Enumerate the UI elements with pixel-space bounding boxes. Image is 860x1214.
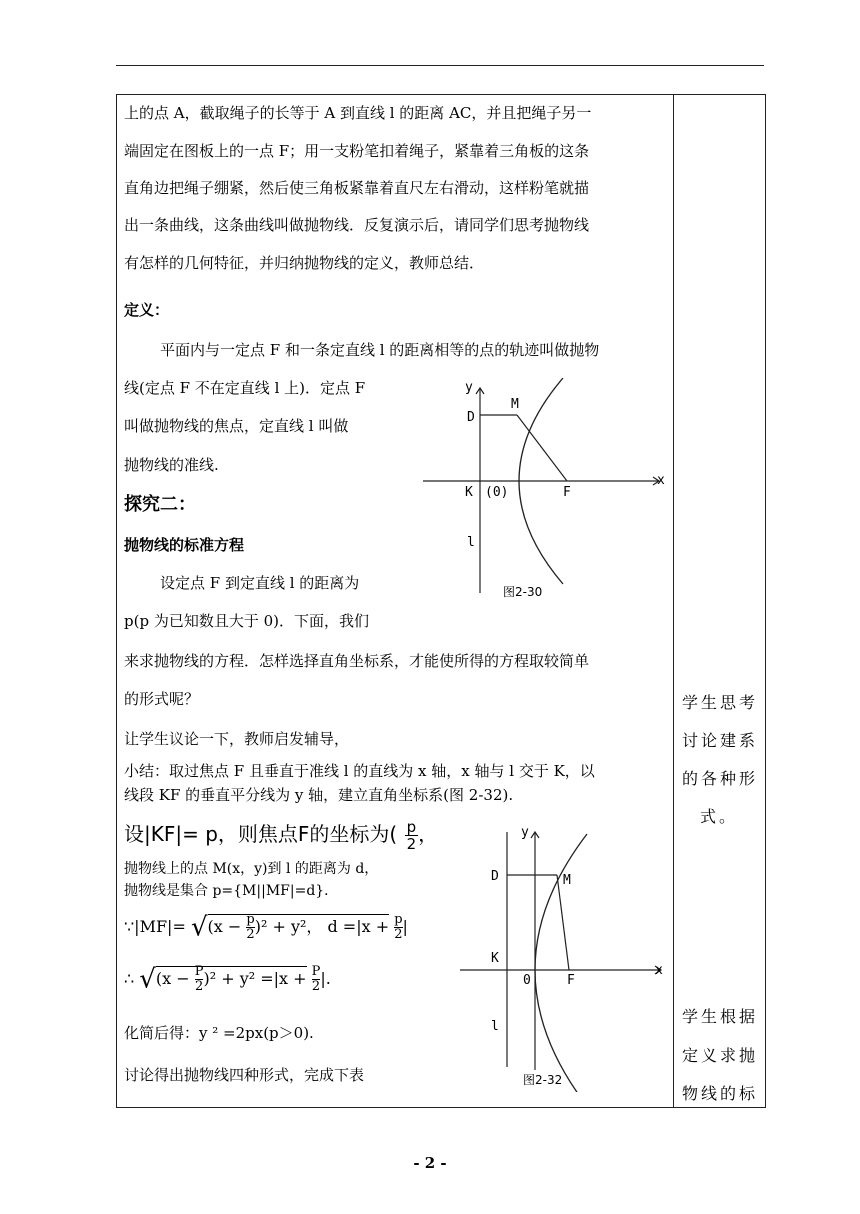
label-y: y (465, 380, 473, 395)
sqrt-body: (x − $\frac{p}{2}$ )² + y²， d =|x + (207, 912, 390, 942)
side-note-line: 讨论建系 (682, 731, 759, 750)
focus-formula: 设|KF|= p，则焦点F的坐标为( $\frac{p}{2}$ ， (124, 818, 439, 853)
label-x: x (655, 963, 663, 978)
sqrt-sign: √ (190, 912, 208, 943)
text-line: 化简后得：y ² =2px(p＞0). (124, 1024, 314, 1042)
text-line: 抛物线上的点 M(x，y)到 l 的距离为 d， (124, 861, 379, 877)
label-O: 0 (523, 973, 531, 988)
text-line: 抛物线是集合 p={M||MF|=d}． (124, 883, 339, 899)
label-F: F (567, 973, 575, 988)
text-line: 线(定点 F 不在定直线 l 上)．定点 F (124, 379, 366, 397)
text-line: 出一条曲线，这条曲线叫做抛物线．反复演示后，请同学们思考抛物线 (124, 216, 590, 234)
text-line: 有怎样的几何特征，并归纳抛物线的定义，教师总结． (124, 254, 485, 272)
text-line: 的形式呢？ (124, 690, 200, 708)
text-line: 讨论得出抛物线四种形式，完成下表 (124, 1066, 365, 1084)
fraction-p-over-2: $\frac{P}{2}$ (311, 964, 321, 994)
side-note-line: 式。 (700, 807, 739, 826)
figure-2-32 (455, 822, 670, 1092)
label-M: M (563, 873, 571, 888)
header-rule (116, 65, 764, 66)
definition-heading: 定义： (124, 301, 170, 319)
text-line: 抛物线的准线. (124, 456, 219, 474)
explore-heading: 探究二： (124, 494, 196, 515)
text-line: 上的点 A，截取绳子的长等于 A 到直线 l 的距离 AC，并且把绳子另一 (124, 104, 592, 122)
column-divider (673, 94, 674, 1108)
fraction-p-over-2: $\frac{p}{2}$ (394, 912, 403, 942)
fraction-p-over-2: $\frac{p}{2}$ (246, 912, 255, 942)
fraction-p-over-2: $\frac{p}{2}$ (406, 818, 417, 853)
label-O: (0) (485, 485, 509, 500)
focus-formula-text: 设|KF|= p，则焦点F的坐标为( (124, 822, 398, 846)
label-D: D (491, 869, 499, 884)
label-l: l (467, 535, 475, 550)
side-note-line: 定义求抛 (682, 1046, 759, 1065)
label-l: l (491, 1019, 499, 1034)
figure-caption: 图2-32 (523, 1073, 563, 1087)
page-number: - 2 - (413, 1154, 447, 1172)
label-y: y (521, 825, 529, 840)
side-note-line: 物线的标 (682, 1084, 759, 1103)
text-line: 来求抛物线的方程．怎样选择直角坐标系，才能使所得的方程取较简单 (124, 652, 590, 670)
sqrt-body: (x − $\frac{P}{2}$ )² + y² =|x + (155, 964, 307, 994)
label-x: x (657, 473, 665, 488)
segment-MF (557, 875, 569, 970)
label-K: K (465, 485, 473, 500)
side-note-line: 学生根据 (682, 1007, 759, 1026)
formula-equation: ∴ √(x − $\frac{P}{2}$ )² + y² =|x + $\frac{P}{2}$ |. (124, 964, 331, 995)
side-note-line: 的各种形 (682, 769, 759, 788)
text-line: 让学生议论一下，教师启发辅导， (124, 730, 350, 748)
label-K: K (491, 951, 499, 966)
text-line: 线段 KF 的垂直平分线为 y 轴，建立直角坐标系(图 2-32). (124, 786, 514, 804)
label-D: D (467, 410, 475, 425)
label-M: M (511, 397, 519, 412)
side-note-line: 学生思考 (682, 693, 759, 712)
text-line: 直角边把绳子绷紧，然后使三角板紧靠着直尺左右滑动，这样粉笔就描 (124, 179, 590, 197)
figure-2-30 (415, 378, 670, 608)
fraction-p-over-2: $\frac{P}{2}$ (194, 964, 204, 994)
parabola-curve (535, 834, 587, 1092)
subheading: 抛物线的标准方程 (124, 536, 245, 554)
formula-distance: ∵|MF|= √(x − $\frac{p}{2}$ )² + y²， d =|x + $\frac{p}{2}$ | (124, 912, 408, 943)
figure-caption: 图2-30 (503, 585, 543, 599)
text-line: 平面内与一定点 F 和一条定直线 l 的距离相等的点的轨迹叫做抛物 (160, 341, 600, 359)
text-line: 端固定在图板上的一点 F；用一支粉笔扣着绳子，紧靠着三角板的这条 (124, 142, 590, 160)
text-line: 叫做抛物线的焦点，定直线 l 叫做 (124, 417, 349, 435)
sqrt-sign: √ (139, 964, 156, 995)
text-line: 设定点 F 到定直线 l 的距离为 (160, 574, 360, 592)
label-F: F (563, 485, 571, 500)
text-line: p(p 为已知数且大于 0)．下面，我们 (124, 612, 369, 630)
segment-MF (517, 415, 567, 481)
text-line: 小结：取过焦点 F 且垂直于准线 l 的直线为 x 轴，x 轴与 l 交于 K，以 (124, 762, 595, 780)
